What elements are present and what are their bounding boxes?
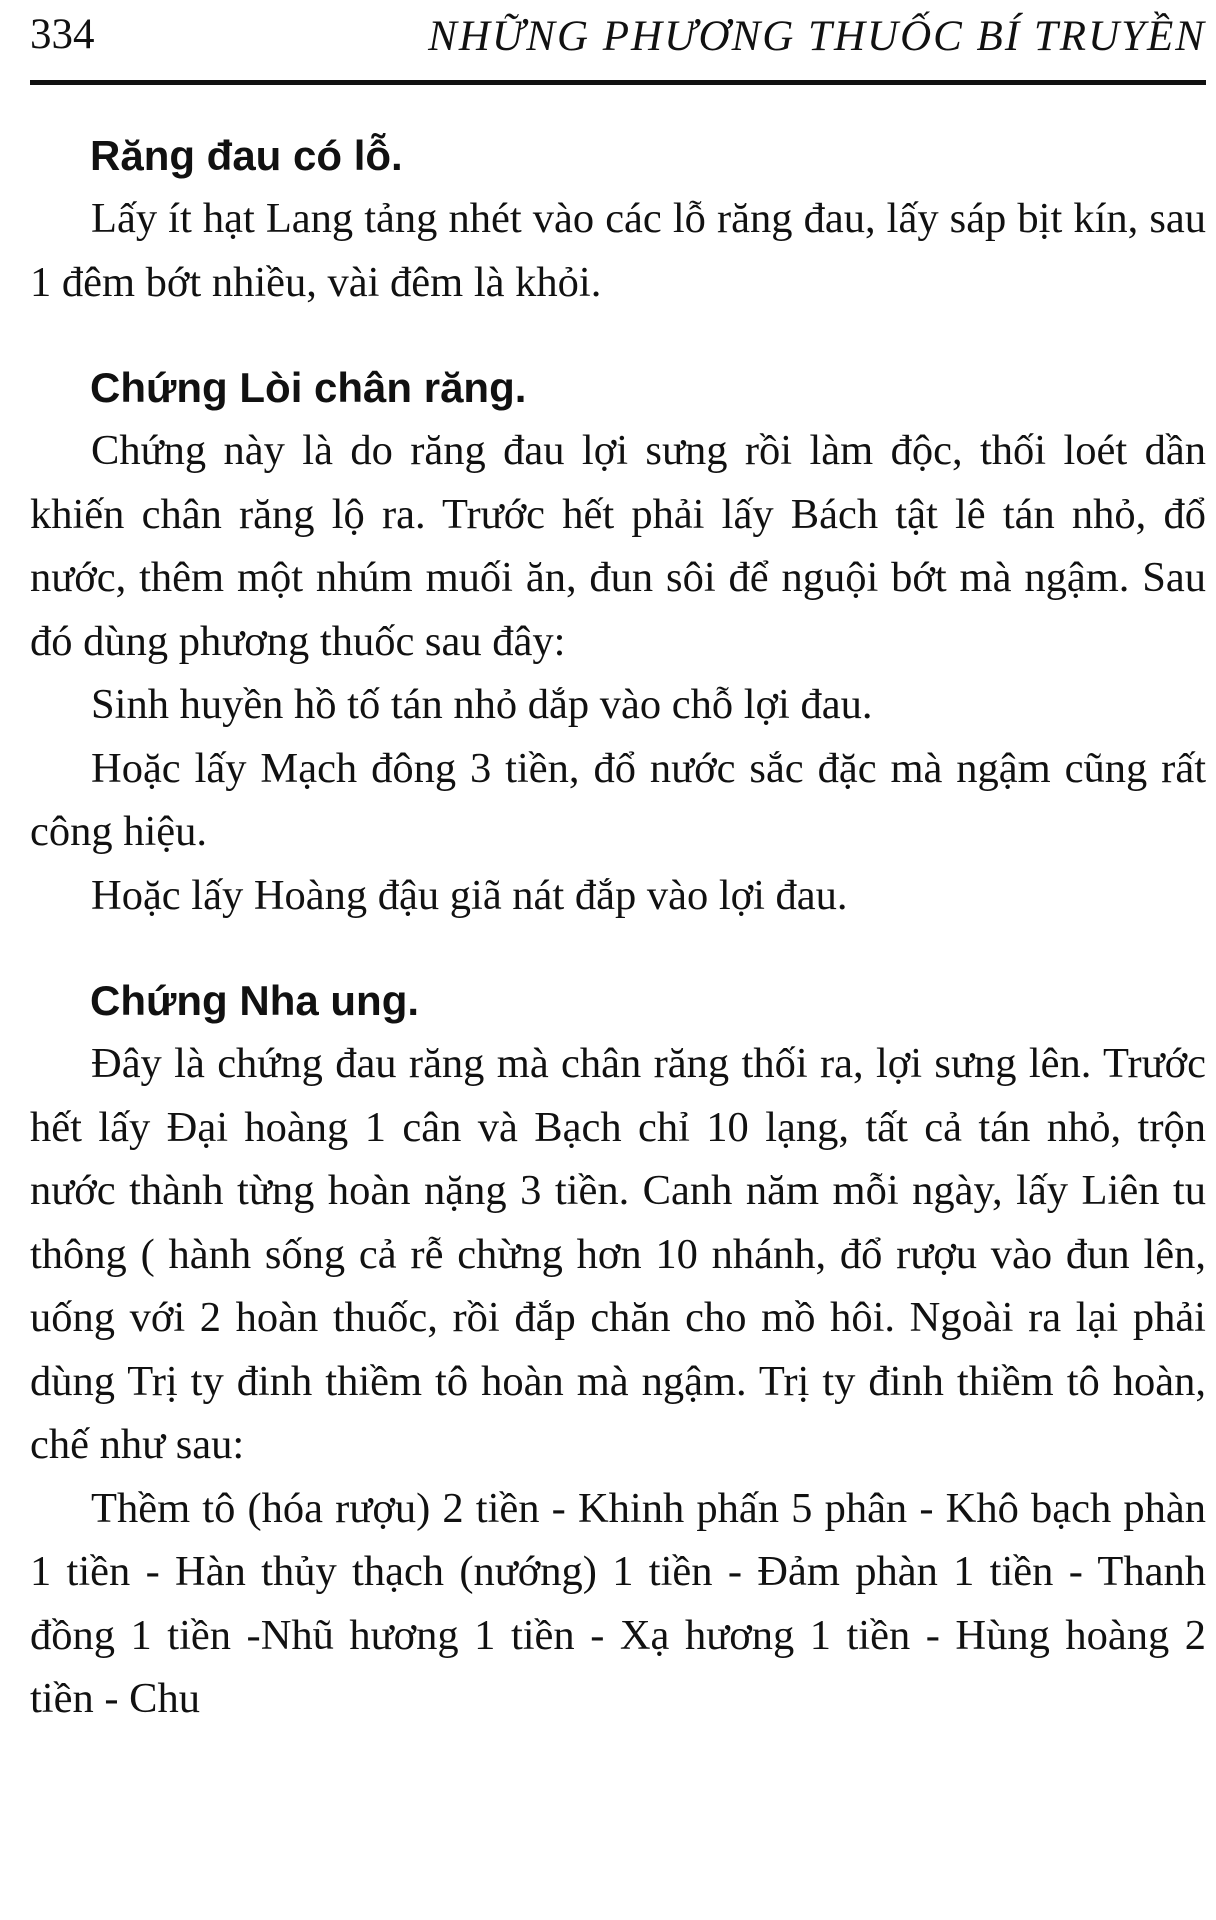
section-long-chan-rang [30, 360, 1206, 927]
paragraph: Hoặc lấy Hoàng đậu giã nát đắp vào lợi đau. [91, 871, 848, 919]
section-heading: Răng đau có lỗ. [90, 132, 403, 179]
page-number: 334 [30, 11, 95, 58]
paragraph: Đây là chứng đau răng mà chân răng thối ra, lợi sưng lên. Trước hết lấy Đại hoàng 1 cân và Bạch chỉ 10 lạng, tất cả tán nhỏ, trộn nước thành từng hoàn nặng 3 tiền. Canh năm mỗi ngày, lấy Liên tu thông ( hành sống cả rễ chừng hơn 10 nhánh, đổ rượu vào đun lên, uống với 2 hoàn thuốc, rồi đắp chăn cho mồ hôi. Ngoài ra lại phải dùng Trị ty đinh thiềm tô hoàn mà ngậm. Trị ty đinh thiềm tô hoàn, chế như sau: [30, 1040, 1206, 1468]
header-divider [30, 80, 1206, 85]
paragraph: Lấy ít hạt Lang tảng nhét vào các lỗ răng đau, lấy sáp bịt kín, sau 1 đêm bớt nhiều, vài đêm là khỏi. [30, 195, 1206, 306]
paragraph: Thềm tô (hóa rượu) 2 tiền - Khinh phấn 5 phân - Khô bạch phàn 1 tiền - Hàn thủy thạch (nướng) 1 tiền - Đảm phàn 1 tiền - Thanh đồng 1 tiền -Nhũ hương 1 tiền - Xạ hương 1 tiền - Hùng hoàng 2 tiền - Chu [30, 1484, 1206, 1722]
paragraph: Hoặc lấy Mạch đông 3 tiền, đổ nước sắc đặc mà ngậm cũng rất công hiệu. [30, 744, 1206, 855]
section-nha-ung [30, 973, 1206, 1731]
section-heading: Chứng Nha ung. [90, 977, 420, 1024]
running-title: NHỮNG PHƯƠNG THUỐC BÍ TRUYỀN [428, 13, 1206, 60]
section-rang-dau-co-lo [30, 128, 1206, 314]
page-header [30, 8, 1206, 80]
paragraph: Chứng này là do răng đau lợi sưng rồi làm độc, thối loét dần khiến chân răng lộ ra. Trước hết phải lấy Bách tật lê tán nhỏ, đổ nước, thêm một nhúm muối ăn, đun sôi để nguội bớt mà ngậm. Sau đó dùng phương thuốc sau đây: [30, 427, 1206, 665]
section-heading: Chứng Lòi chân răng. [90, 364, 527, 411]
paragraph: Sinh huyền hồ tố tán nhỏ dắp vào chỗ lợi đau. [91, 681, 873, 728]
page-content [30, 128, 1206, 1731]
